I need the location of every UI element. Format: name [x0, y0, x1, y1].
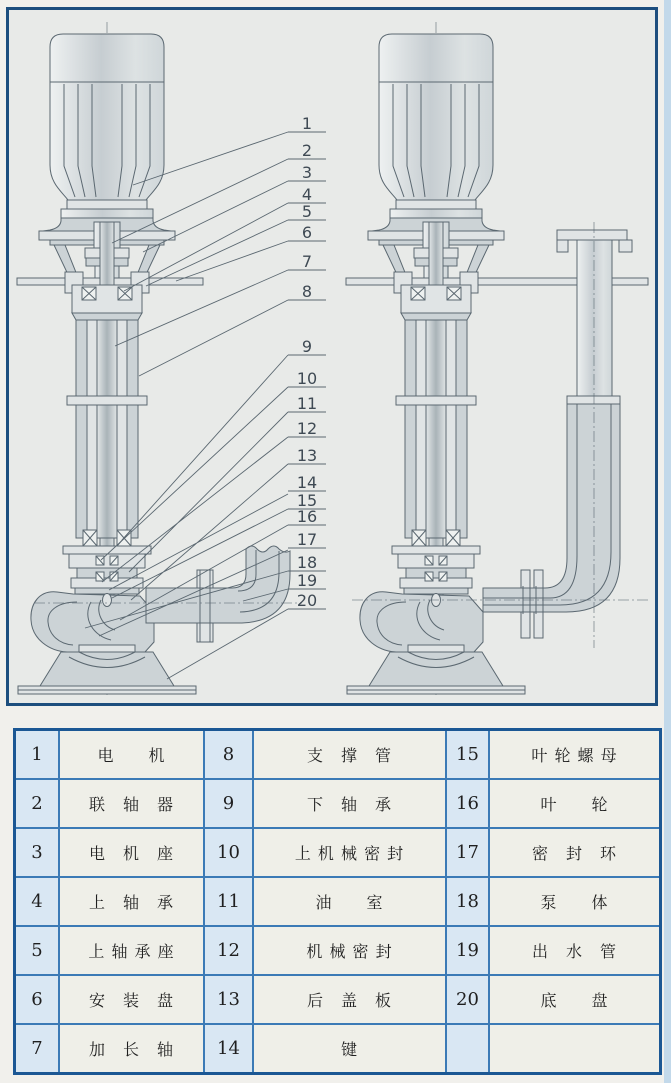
part-name-cell: 后 盖 板	[254, 976, 445, 1023]
callout-15: 15	[296, 491, 318, 510]
right-pump-view	[346, 22, 650, 695]
part-name-cell: 油 室	[254, 878, 445, 925]
part-name-cell: 底 盘	[490, 976, 659, 1023]
callout-3: 3	[301, 163, 313, 182]
pipe-joint	[567, 396, 620, 404]
part-name-cell: 密 封 环	[490, 829, 659, 876]
part-name-cell: 键	[254, 1025, 445, 1072]
part-number-cell: 20	[447, 976, 488, 1023]
callout-11: 11	[296, 394, 318, 413]
callout-2: 2	[301, 141, 313, 160]
callout-4: 4	[301, 185, 313, 204]
part-name-cell: 机 械 密 封	[254, 927, 445, 974]
part-number-cell: 5	[16, 927, 58, 974]
part-number-cell: 16	[447, 780, 488, 827]
outlet-pipe-top-flange	[557, 230, 627, 240]
callout-8: 8	[301, 282, 313, 301]
discharge-elbow	[146, 546, 290, 623]
part-name-cell: 电 机	[60, 731, 203, 778]
part-number-cell: 6	[16, 976, 58, 1023]
part-number-cell: 15	[447, 731, 488, 778]
part-name-cell-empty	[490, 1025, 659, 1072]
callout-1: 1	[301, 114, 313, 133]
part-name-cell: 上 机 械 密 封	[254, 829, 445, 876]
part-number-cell: 18	[447, 878, 488, 925]
pump-diagram-frame	[6, 7, 658, 706]
part-name-cell: 电 机 座	[60, 829, 203, 876]
part-name-cell: 泵 体	[490, 878, 659, 925]
part-number-cell: 13	[205, 976, 252, 1023]
part-number-cell: 7	[16, 1025, 58, 1072]
outlet-pipe-elbow	[483, 404, 620, 612]
part-number-cell: 2	[16, 780, 58, 827]
part-number-cell: 11	[205, 878, 252, 925]
pump-cross-section-drawing	[9, 10, 655, 703]
part-number-cell: 17	[447, 829, 488, 876]
callout-18: 18	[296, 553, 318, 572]
part-name-cell: 叶 轮	[490, 780, 659, 827]
callout-13: 13	[296, 446, 318, 465]
callout-20: 20	[296, 591, 318, 610]
part-name-cell: 联 轴 器	[60, 780, 203, 827]
part-number-cell: 14	[205, 1025, 252, 1072]
scan-edge-strip	[664, 0, 671, 1083]
part-number-cell: 8	[205, 731, 252, 778]
part-name-cell: 下 轴 承	[254, 780, 445, 827]
parts-table	[13, 728, 662, 1075]
part-number-cell: 3	[16, 829, 58, 876]
callout-7: 7	[301, 252, 313, 271]
part-number-cell: 19	[447, 927, 488, 974]
part-number-cell: 1	[16, 731, 58, 778]
callout-16: 16	[296, 507, 318, 526]
part-number-cell: 4	[16, 878, 58, 925]
part-number-cell: 9	[205, 780, 252, 827]
part-number-cell-empty	[447, 1025, 488, 1072]
part-number-cell: 10	[205, 829, 252, 876]
part-name-cell: 叶 轮 螺 母	[490, 731, 659, 778]
callout-10: 10	[296, 369, 318, 388]
callout-numbers	[297, 114, 317, 610]
left-pump-view	[17, 22, 302, 695]
callout-6: 6	[301, 223, 313, 242]
part-name-cell: 上 轴 承 座	[60, 927, 203, 974]
callout-9: 9	[301, 337, 313, 356]
callout-14: 14	[296, 473, 318, 492]
part-number-cell: 12	[205, 927, 252, 974]
callout-5: 5	[301, 202, 313, 221]
outlet-pipe-upper	[577, 240, 612, 400]
callout-17: 17	[296, 530, 318, 549]
part-name-cell: 上 轴 承	[60, 878, 203, 925]
callout-12: 12	[296, 419, 318, 438]
callout-19: 19	[296, 571, 318, 590]
part-name-cell: 出 水 管	[490, 927, 659, 974]
part-name-cell: 加 长 轴	[60, 1025, 203, 1072]
part-name-cell: 安 装 盘	[60, 976, 203, 1023]
part-name-cell: 支 撑 管	[254, 731, 445, 778]
